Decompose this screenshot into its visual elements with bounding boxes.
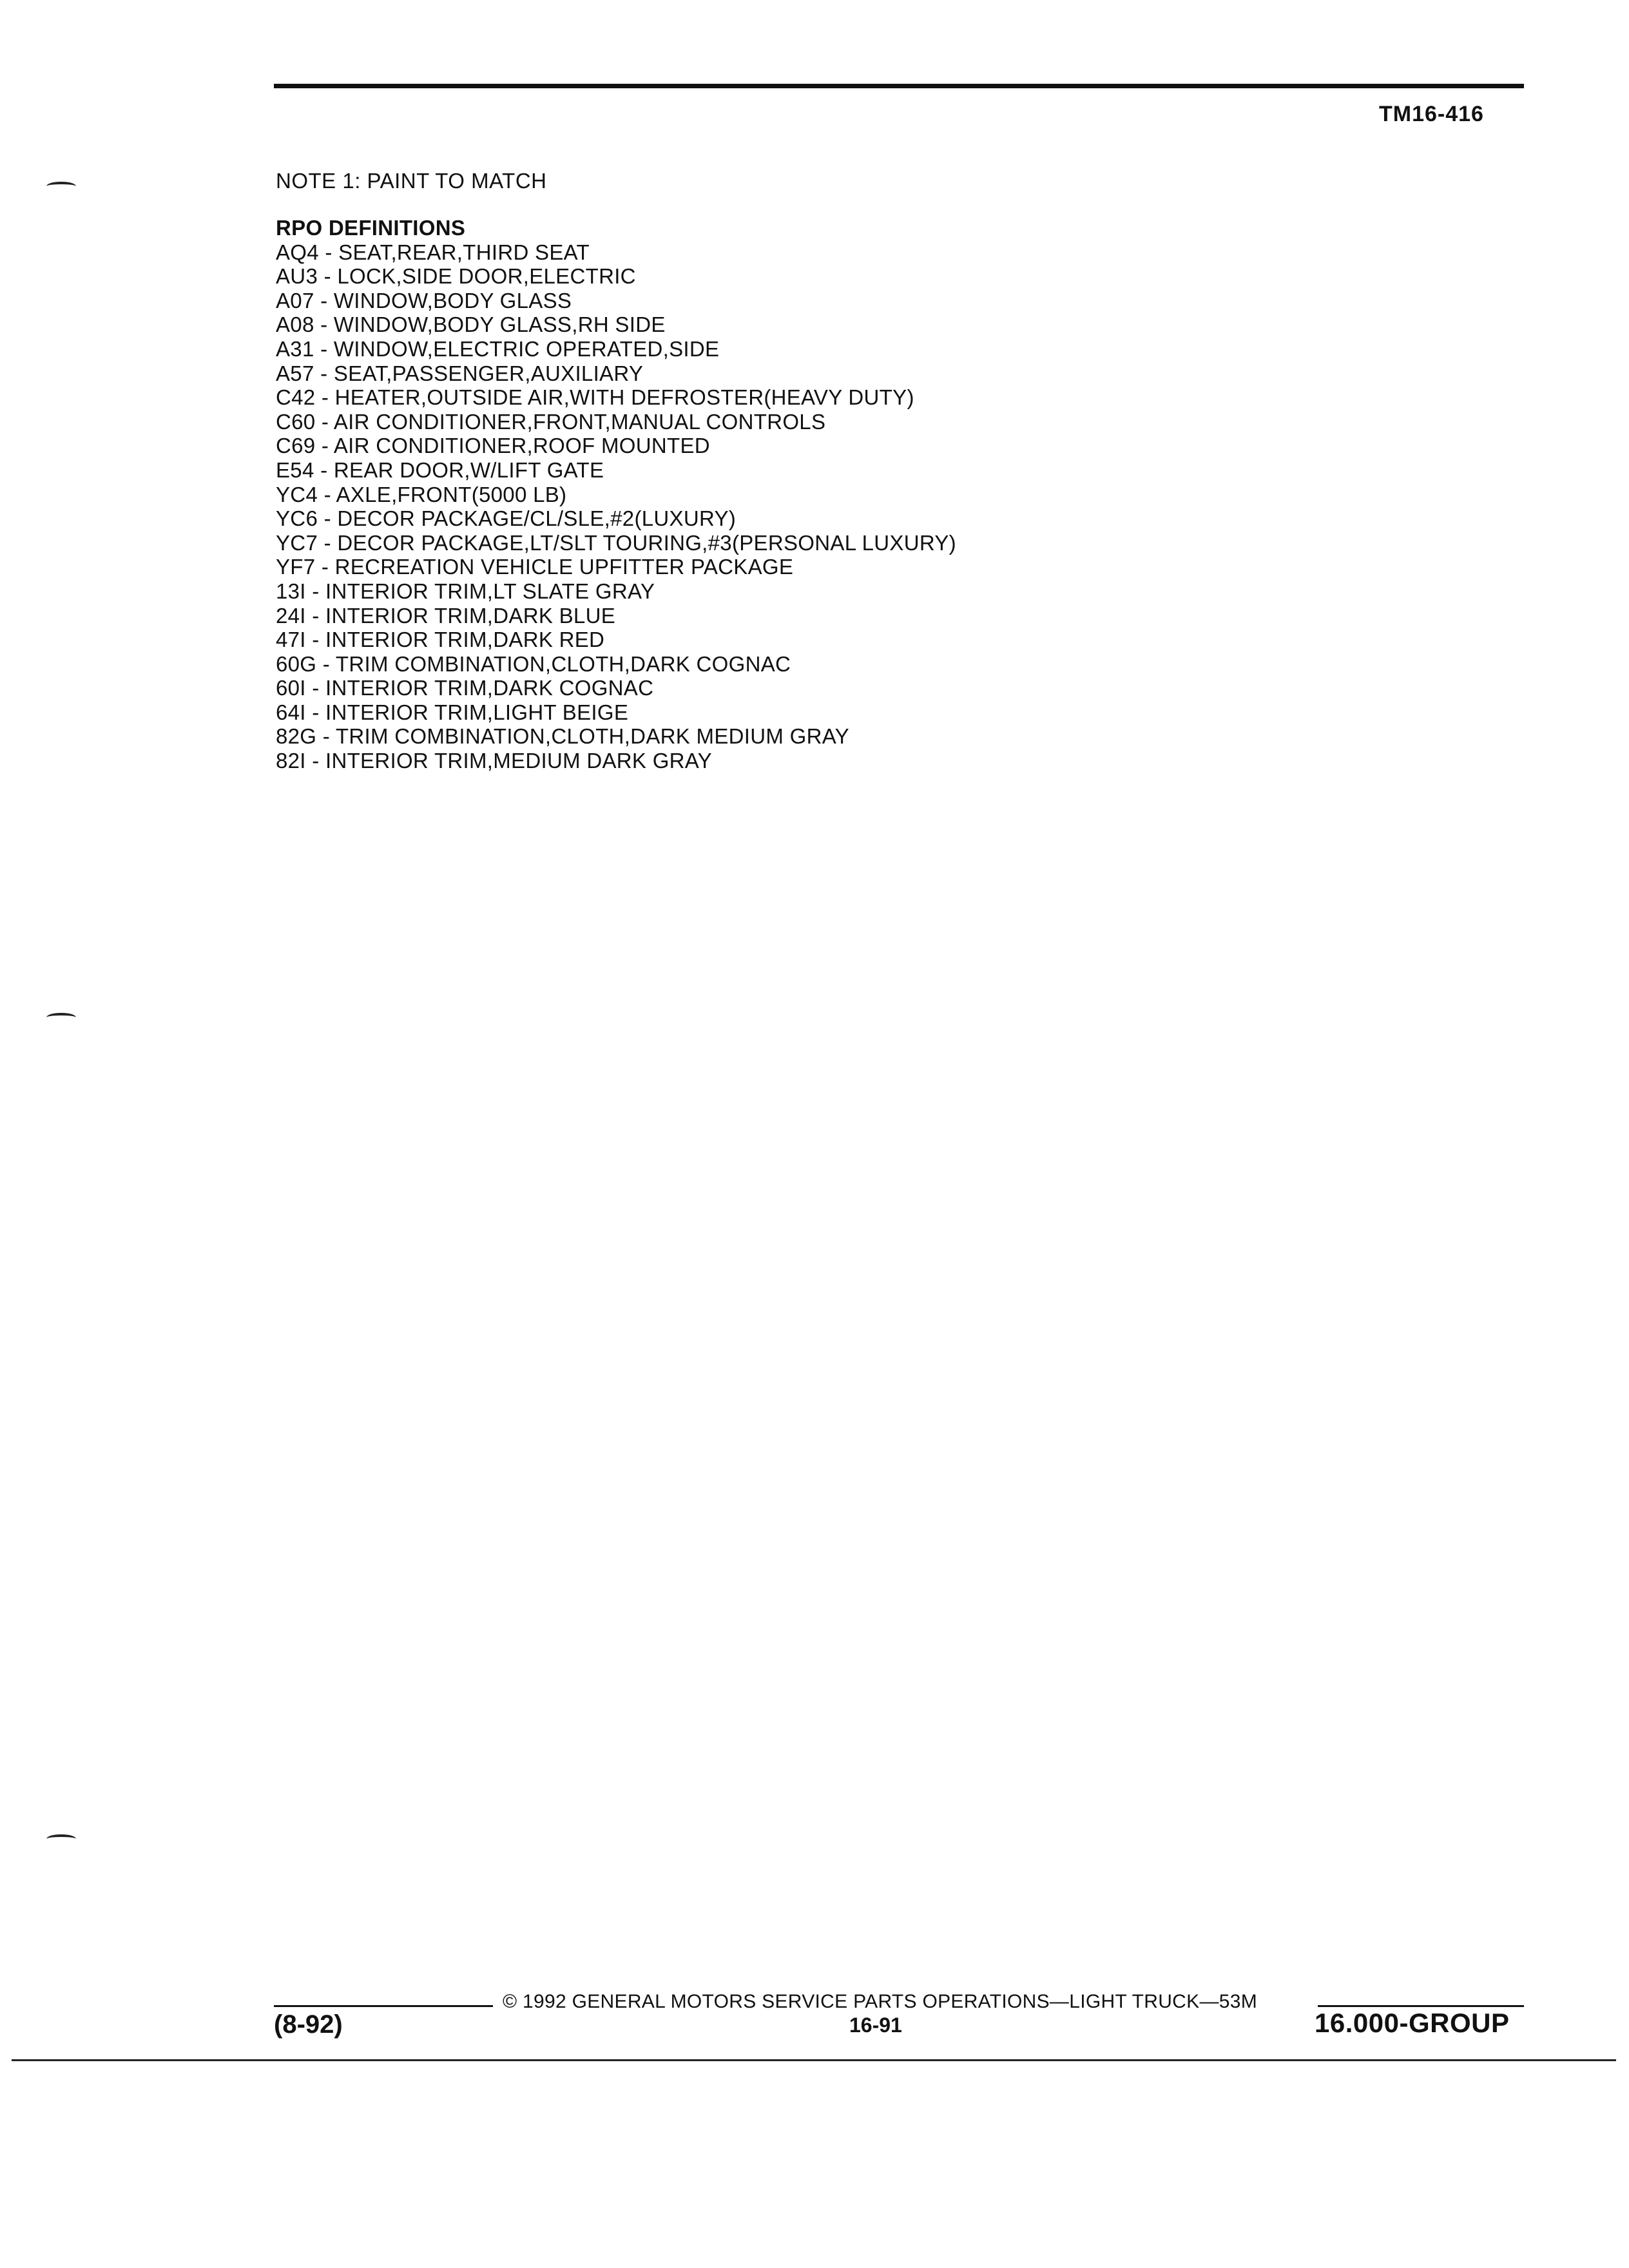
revision-date: (8-92) bbox=[274, 2010, 343, 2039]
paint-note: NOTE 1: PAINT TO MATCH bbox=[276, 169, 547, 193]
rpo-definition: E54 - REAR DOOR,W/LIFT GATE bbox=[276, 457, 604, 482]
rpo-definition: 24I - INTERIOR TRIM,DARK BLUE bbox=[276, 603, 616, 628]
page-bottom-rule bbox=[12, 2059, 1616, 2061]
rpo-definition: C60 - AIR CONDITIONER,FRONT,MANUAL CONTROLS bbox=[276, 409, 826, 434]
page-number: 16-91 bbox=[849, 2013, 902, 2037]
margin-mark bbox=[46, 1013, 76, 1022]
rpo-definition: AQ4 - SEAT,REAR,THIRD SEAT bbox=[276, 240, 590, 264]
footer-rule-right bbox=[1318, 2005, 1524, 2007]
footer-rule-left bbox=[274, 2005, 493, 2007]
header-rule bbox=[274, 84, 1524, 88]
rpo-definition: C69 - AIR CONDITIONER,ROOF MOUNTED bbox=[276, 434, 710, 458]
rpo-definition: C42 - HEATER,OUTSIDE AIR,WITH DEFROSTER(HEAVY DUTY) bbox=[276, 385, 914, 410]
rpo-definition: AU3 - LOCK,SIDE DOOR,ELECTRIC bbox=[276, 264, 636, 289]
group-number: 16.000-GROUP bbox=[1315, 2008, 1510, 2038]
rpo-definition: A31 - WINDOW,ELECTRIC OPERATED,SIDE bbox=[276, 336, 720, 361]
rpo-definition: 82G - TRIM COMBINATION,CLOTH,DARK MEDIUM GRAY bbox=[276, 724, 849, 749]
rpo-definition: 60G - TRIM COMBINATION,CLOTH,DARK COGNAC bbox=[276, 651, 791, 676]
margin-mark bbox=[46, 182, 76, 191]
rpo-definition: A07 - WINDOW,BODY GLASS bbox=[276, 288, 572, 312]
rpo-definitions-heading: RPO DEFINITIONS bbox=[276, 216, 466, 240]
rpo-definition: YC4 - AXLE,FRONT(5000 LB) bbox=[276, 482, 567, 506]
document-id: TM16-416 bbox=[1379, 102, 1484, 126]
rpo-definition: YC6 - DECOR PACKAGE/CL/SLE,#2(LUXURY) bbox=[276, 506, 737, 531]
rpo-definition: 82I - INTERIOR TRIM,MEDIUM DARK GRAY bbox=[276, 749, 712, 773]
rpo-definition: YF7 - RECREATION VEHICLE UPFITTER PACKAGE bbox=[276, 555, 794, 579]
rpo-definitions-section bbox=[276, 216, 956, 773]
copyright-notice: © 1992 GENERAL MOTORS SERVICE PARTS OPERATIONS—LIGHT TRUCK—53M bbox=[503, 1991, 1258, 2012]
rpo-definition: YC7 - DECOR PACKAGE,LT/SLT TOURING,#3(PERSONAL LUXURY) bbox=[276, 530, 956, 555]
rpo-definition: 60I - INTERIOR TRIM,DARK COGNAC bbox=[276, 676, 654, 700]
rpo-definition: 64I - INTERIOR TRIM,LIGHT BEIGE bbox=[276, 700, 629, 724]
rpo-definition: A08 - WINDOW,BODY GLASS,RH SIDE bbox=[276, 312, 666, 337]
rpo-definition: 13I - INTERIOR TRIM,LT SLATE GRAY bbox=[276, 579, 655, 603]
rpo-definition: A57 - SEAT,PASSENGER,AUXILIARY bbox=[276, 361, 644, 385]
rpo-definitions-list bbox=[276, 240, 956, 773]
rpo-definition: 47I - INTERIOR TRIM,DARK RED bbox=[276, 628, 605, 652]
margin-mark bbox=[46, 1834, 76, 1843]
